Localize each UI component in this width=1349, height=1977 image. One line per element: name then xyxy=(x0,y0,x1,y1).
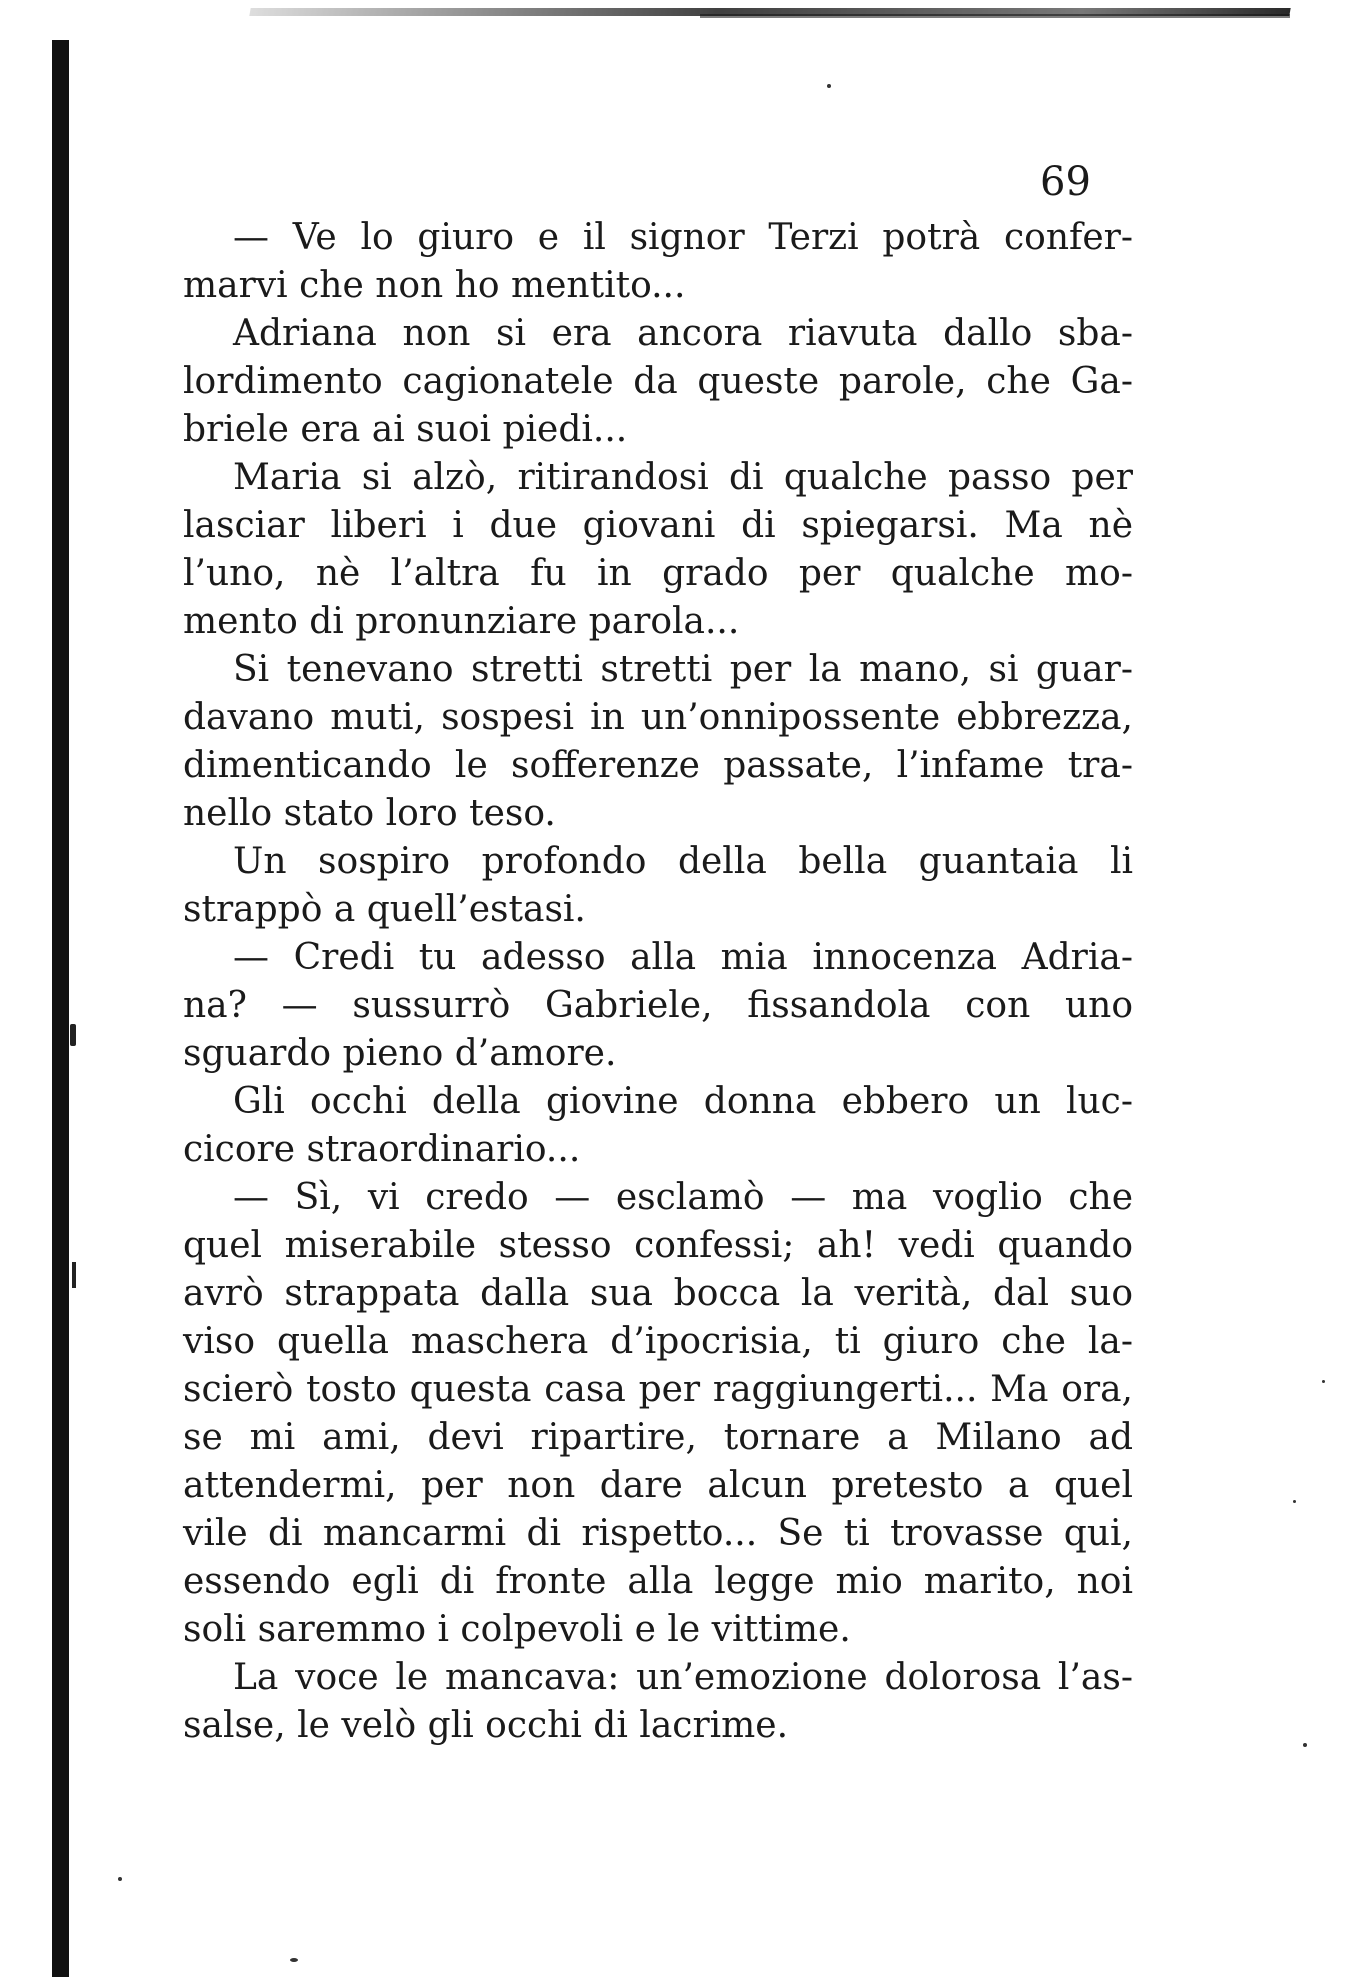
text-line: Maria si alzò, ritirandosi di qualche passo per xyxy=(233,457,1133,498)
scan-speck xyxy=(290,1958,298,1962)
text-line: La voce le mancava: un’emozione dolorosa l’as- xyxy=(233,1657,1133,1698)
scan-margin-mark xyxy=(70,1024,76,1046)
text-line: se mi ami, devi ripartire, tornare a Milano ad xyxy=(183,1417,1133,1458)
text-line: mento di pronunziare parola... xyxy=(183,601,740,642)
text-line: salse, le velò gli occhi di lacrime. xyxy=(183,1705,789,1746)
scan-speck xyxy=(1322,1380,1325,1383)
text-line: Adriana non si era ancora riavuta dallo sba- xyxy=(233,313,1133,354)
scan-binding-edge xyxy=(52,40,69,1977)
scan-speck xyxy=(827,84,831,88)
text-line: attendermi, per non dare alcun pretesto a quel xyxy=(183,1465,1133,1506)
scan-top-edge-shadow xyxy=(700,14,1290,18)
text-line: nello stato loro teso. xyxy=(183,793,556,834)
scan-speck xyxy=(1303,1743,1307,1747)
text-line: Gli occhi della giovine donna ebbero un luc- xyxy=(233,1081,1133,1122)
text-line: vile di mancarmi di rispetto... Se ti trovasse qui, xyxy=(183,1513,1133,1554)
scan-speck xyxy=(118,1877,122,1881)
text-line: lasciar liberi i due giovani di spiegarsi. Ma nè xyxy=(183,505,1133,546)
scan-margin-mark xyxy=(72,1262,76,1288)
body-text xyxy=(183,214,1133,1750)
text-line: briele era ai suoi piedi... xyxy=(183,409,628,450)
text-line: viso quella maschera d’ipocrisia, ti giuro che la- xyxy=(183,1321,1133,1362)
text-line: davano muti, sospesi in un’onnipossente ebbrezza, xyxy=(183,697,1133,738)
text-line: — Ve lo giuro e il signor Terzi potrà confer- xyxy=(233,217,1133,258)
text-line: Si tenevano stretti stretti per la mano, si guar- xyxy=(233,649,1133,690)
text-line: dimenticando le sofferenze passate, l’infame tra- xyxy=(183,745,1133,786)
text-line: Un sospiro profondo della bella guantaia li xyxy=(233,841,1133,882)
scan-speck xyxy=(1293,1500,1296,1503)
text-line: strappò a quell’estasi. xyxy=(183,889,586,930)
text-line: cicore straordinario... xyxy=(183,1129,581,1170)
text-line: soli saremmo i colpevoli e le vittime. xyxy=(183,1609,851,1650)
text-line: scierò tosto questa casa per raggiungerti... Ma ora, xyxy=(183,1369,1133,1410)
text-line: avrò strappata dalla sua bocca la verità, dal suo xyxy=(183,1273,1133,1314)
text-line: — Sì, vi credo — esclamò — ma voglio che xyxy=(233,1177,1133,1218)
page-number: 69 xyxy=(1040,159,1091,205)
text-line: essendo egli di fronte alla legge mio marito, noi xyxy=(183,1561,1133,1602)
text-line: — Credi tu adesso alla mia innocenza Adria- xyxy=(233,937,1133,978)
text-line: sguardo pieno d’amore. xyxy=(183,1033,617,1074)
text-line: lordimento cagionatele da queste parole, che Ga- xyxy=(183,361,1133,402)
text-line: na? — sussurrò Gabriele, fissandola con uno xyxy=(183,985,1133,1026)
text-line: marvi che non ho mentito... xyxy=(183,265,686,306)
text-line: quel miserabile stesso confessi; ah! vedi quando xyxy=(183,1225,1133,1266)
text-line: l’uno, nè l’altra fu in grado per qualche mo- xyxy=(183,553,1133,594)
